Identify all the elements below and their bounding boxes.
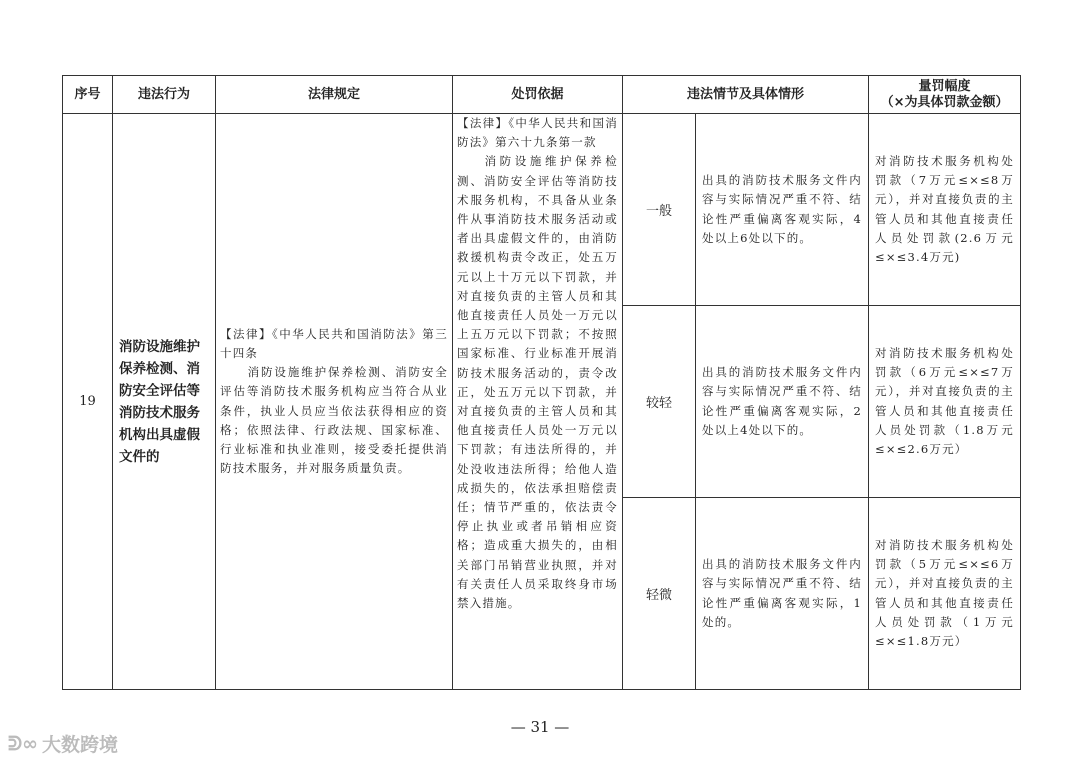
header-range-note: （×为具体罚款金额） [880, 94, 1009, 110]
header-range-title: 量罚幅度 [918, 78, 971, 94]
violation-act: 消防设施维护保养检测、消防安全评估等消防技术服务机构出具虚假文件的 [113, 114, 216, 690]
page-number: — 31 — [510, 718, 570, 736]
level-desc: 出具的消防技术服务文件内容与实际情况严重不符、结论性严重偏离客观实际，1处的。 [696, 498, 869, 690]
law-body: 消防设施维护保养检测、消防安全评估等消防技术服务机构应当符合从业条件，执业人员应当依法获得相应的资格；依照法律、行政法规、国家标准、行业标准和执业准则，接受委托提供消防技术服务，并对服务质量负责。 [220, 365, 448, 476]
watermark [8, 730, 118, 757]
header-act: 违法行为 [113, 76, 216, 114]
law-provision [216, 114, 453, 690]
basis-body: 消防设施维护保养检测、消防安全评估等消防技术服务机构，不具备从业条件从事消防技术服务活动或者出具虚假文件的，由消防救援机构责令改正，处五万元以上十万元以下罚款，并对直接负责的主管人员和其他直接责任人员处一万元以上五万元以下罚款；不按照国家标准、行业标准开展消防技术服务活动的，责令改正，处五万元以下罚款，并对直接负责的主管人员和其他直接责任人员处一万元以下罚款；有违法所得的，并处没收违法所得；给他人造成损失的，依法承担赔偿责任；情节严重的，依法责令停止执业或者吊销相应资格；造成重大损失的，由相关部门吊销营业执照，并对有关责任人员采取终身市场禁入措施。 [457, 154, 618, 611]
header-circumstance: 违法情节及具体情形 [623, 76, 869, 114]
watermark-logo-icon: ᕲ∞ [8, 732, 38, 755]
header-law: 法律规定 [216, 76, 453, 114]
level-desc: 出具的消防技术服务文件内容与实际情况严重不符、结论性严重偏离客观实际，2处以上4处以下的。 [696, 306, 869, 498]
header-basis: 处罚依据 [453, 76, 623, 114]
penalty-range: 对消防技术服务机构处罚款（7万元≤×≤8万元），并对直接负责的主管人员和其他直接责任人员处罚款(2.6万元≤×≤3.4万元) [869, 114, 1021, 306]
header-no: 序号 [63, 76, 113, 114]
penalty-basis [453, 114, 623, 690]
penalty-range: 对消防技术服务机构处罚款（6万元≤×≤7万元），并对直接负责的主管人员和其他直接责任人员处罚款（1.8万元≤×≤2.6万元） [869, 306, 1021, 498]
watermark-text: 大数跨境 [41, 734, 118, 756]
header-range [869, 76, 1021, 114]
level: 较轻 [623, 306, 696, 498]
basis-title: 【法律】《中华人民共和国消防法》第六十九条第一款 [457, 116, 618, 150]
table-row [63, 114, 1021, 306]
header-row [63, 76, 1021, 114]
level: 轻微 [623, 498, 696, 690]
law-title: 【法律】《中华人民共和国消防法》第三十四条 [220, 326, 448, 360]
level-desc: 出具的消防技术服务文件内容与实际情况严重不符、结论性严重偏离客观实际，4处以上6处以下的。 [696, 114, 869, 306]
penalty-table [62, 75, 1021, 690]
penalty-range: 对消防技术服务机构处罚款（5万元≤×≤6万元），并对直接负责的主管人员和其他直接责任人员处罚款（1万元≤×≤1.8万元） [869, 498, 1021, 690]
level: 一般 [623, 114, 696, 306]
row-number: 19 [63, 114, 113, 690]
